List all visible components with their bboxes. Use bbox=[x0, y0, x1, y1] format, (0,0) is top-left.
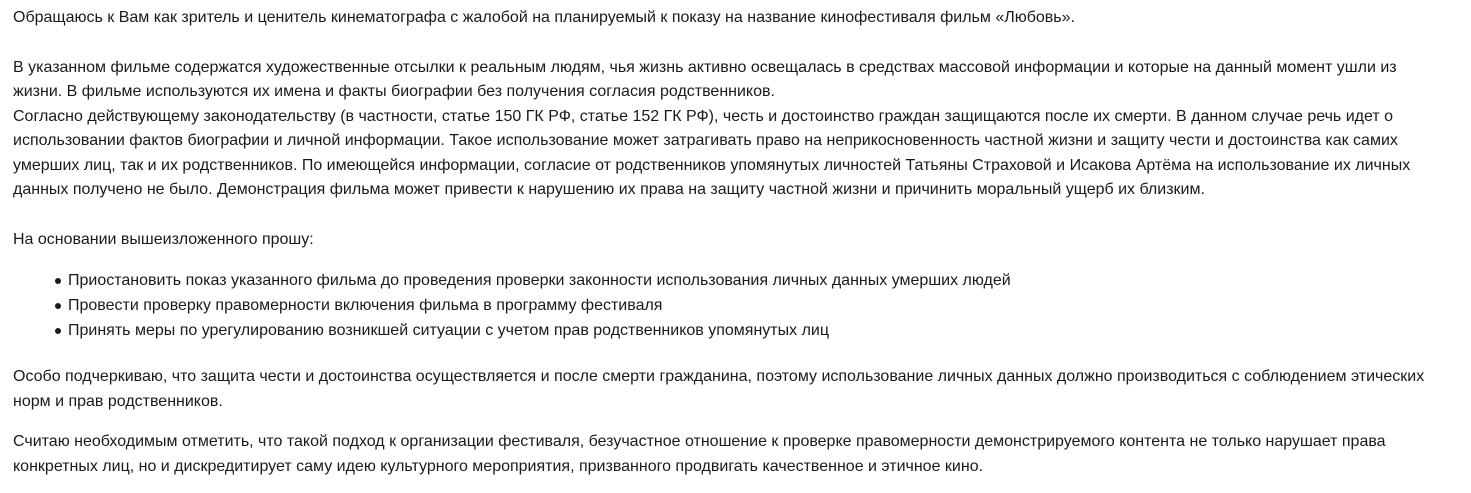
list-item bbox=[68, 318, 1459, 343]
emphasis-paragraph bbox=[13, 365, 1459, 414]
bullet-icon bbox=[55, 303, 61, 309]
legal-line-3: умерших лиц, так и их родственников. По имеющейся информации, согласие от родственников упомянутых личностей Татьяны Страховой и Исакова Артёма на использование их личных bbox=[13, 156, 1411, 174]
intro-text: Обращаюсь к Вам как зритель и ценитель кинематографа с жалобой на планируемый к показу на название кинофестиваля фильм «Любовь». bbox=[13, 9, 1075, 26]
bullet-icon bbox=[55, 278, 61, 284]
list-item bbox=[68, 293, 1459, 318]
conclusion-line-2: конкретных лиц, но и дискредитирует саму идею культурного мероприятия, призванного продвигать качественное и этичное кино. bbox=[13, 457, 984, 475]
emphasis-line-1: Особо подчеркиваю, что защита чести и достоинства осуществляется и после смерти гражданина, поэтому использование личных данных должно производиться с соблюдением этических bbox=[13, 368, 1425, 385]
legal-line-2: использовании фактов биографии и личной информации. Такое использование может затрагивать право на неприкосновенность частной жизни и защиту чести и достоинства как самих bbox=[13, 132, 1398, 149]
intro-paragraph bbox=[13, 6, 1459, 31]
requests-list bbox=[13, 268, 1459, 343]
references-line-1: В указанном фильме содержатся художественные отсылки к реальным людям, чья жизнь активно освещалась в средствах массовой информации и которые на данный момент ушли из bbox=[13, 58, 1397, 76]
emphasis-line-2: норм и прав родственников. bbox=[13, 392, 223, 410]
legal-line-4: данных получено не было. Демонстрация фильма может привести к нарушению их права на защиту частной жизни и причинить моральный ущерб их близким. bbox=[13, 181, 1205, 198]
request-item-text: Принять меры по урегулированию возникшей ситуации с учетом прав родственников упомянутых лиц bbox=[68, 322, 829, 339]
request-item-text: Провести проверку правомерности включения фильма в программу фестиваля bbox=[68, 297, 663, 314]
request-intro-text: На основании вышеизложенного прошу: bbox=[13, 230, 314, 248]
references-line-2: жизни. В фильме используются их имена и факты биографии без получения согласия родственников. bbox=[13, 83, 775, 100]
conclusion-paragraph bbox=[13, 430, 1459, 479]
list-item bbox=[68, 268, 1459, 293]
request-item-text: Приостановить показ указанного фильма до проведения проверки законности использования личных данных умерших людей bbox=[68, 272, 1011, 289]
request-intro-paragraph bbox=[13, 228, 1459, 253]
conclusion-line-1: Считаю необходимым отметить, что такой подход к организации фестиваля, безучастное отношение к проверке правомерности демонстрируемого контента не только нарушает права bbox=[13, 433, 1386, 450]
bullet-icon bbox=[55, 328, 61, 334]
references-paragraph bbox=[13, 56, 1459, 203]
legal-line-1: Согласно действующему законодательству (в частности, статье 150 ГК РФ, статье 152 ГК РФ), честь и достоинство граждан защищаются после их смерти. В данном случае речь идет о bbox=[13, 107, 1394, 125]
